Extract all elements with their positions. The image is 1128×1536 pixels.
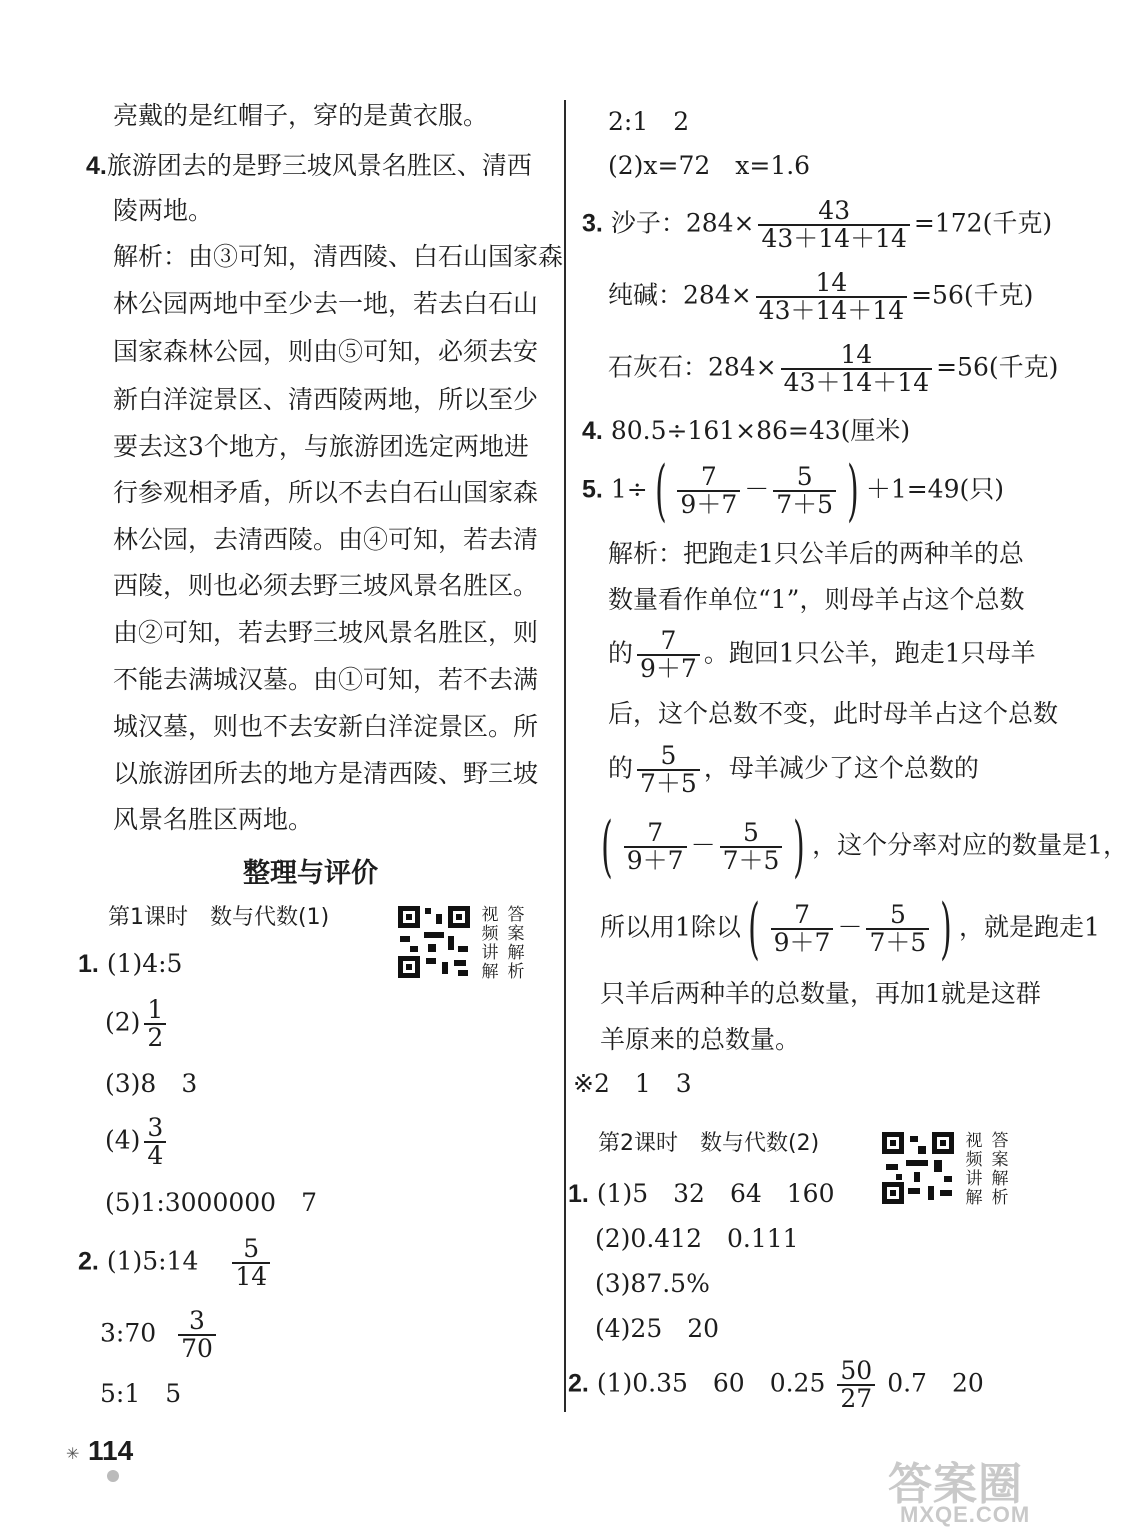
qr-label-answer: 答案解析 — [507, 905, 525, 982]
minus-sign: － — [690, 830, 716, 860]
minus-sign: － — [837, 912, 863, 942]
fraction-numerator: 7 — [647, 818, 664, 847]
fraction-numerator: 5 — [889, 900, 906, 929]
fraction — [144, 1115, 166, 1169]
q3-a-result: =172(千克) — [913, 208, 1053, 238]
s1-part-3: (3)8 3 — [105, 1069, 198, 1098]
qr-label-video: 视频讲解 — [481, 905, 499, 982]
q5-ex3-prefix: 的 — [608, 638, 634, 668]
s1-part-4 — [105, 1115, 170, 1169]
s2-part-2: 3:70 — [100, 1318, 157, 1348]
fraction — [771, 902, 834, 956]
explanation-line: 解析：由③可知，清西陵、白石山国家森 — [113, 242, 564, 271]
q4-answer-a: 旅游团去的是野三坡风景名胜区、清西 — [106, 151, 532, 180]
q3-a-label: 沙子：284× — [610, 208, 755, 238]
q5-explanation-4: 后，这个总数不变，此时母羊占这个总数 — [608, 699, 1059, 728]
q4-line-a — [86, 150, 532, 182]
fraction-denominator: 2 — [147, 1023, 164, 1052]
s2-number: 2. — [78, 1247, 99, 1276]
fraction-denominator: 27 — [840, 1384, 873, 1413]
q3-c-result: =56(千克) — [936, 352, 1059, 382]
explanation-line: 新白洋淀景区、清西陵两地，所以至少 — [113, 385, 539, 414]
t1-part-4: (4)25 20 — [595, 1314, 720, 1343]
fraction-numerator: 7 — [794, 900, 811, 929]
q5-explanation-8: 只羊后两种羊的总数量，再加1就是这群 — [600, 979, 1041, 1008]
q4-right-answer: 80.5÷161×86=43(厘米) — [610, 416, 911, 445]
right-line-1: 2:1 2 — [608, 107, 690, 136]
q5-number: 5. — [582, 475, 603, 504]
q5-explanation-6: ( $\frac{7}{9+7}$ － $\frac{5}{7+5}$ ) ，这个分率对应的数量是1， — [601, 808, 1128, 885]
q5-ex7-prefix: 所以用1除以 — [600, 912, 741, 942]
q5-explanation-1: 解析：把跑走1只公羊后的两种羊的总 — [608, 539, 1024, 568]
watermark-url: MXQE.COM — [900, 1502, 1031, 1527]
s1-part-2 — [105, 997, 170, 1051]
q3-line-c — [608, 342, 1058, 396]
q5-line: 5. 1÷ ( $\frac{7}{9+7}$ － $\frac{5}{7+5}$ ) ＋1=49(只) — [582, 452, 1004, 529]
s1-part-1: (1)4:5 — [106, 949, 183, 978]
fraction-denominator: 43＋14＋14 — [758, 296, 905, 325]
fraction — [624, 820, 687, 874]
explanation-line: 风景名胜区两地。 — [113, 805, 314, 834]
fraction-denominator: 9＋7 — [773, 928, 831, 957]
fraction — [144, 997, 166, 1051]
explanation-line: 以旅游团所去的地方是清西陵、野三坡 — [113, 759, 539, 788]
s1-number: 1. — [78, 950, 99, 978]
fraction-denominator: 4 — [147, 1141, 164, 1170]
explanation-line: 西陵，则也必须去野三坡风景名胜区。 — [113, 571, 539, 600]
fraction-denominator: 43＋14＋14 — [783, 368, 930, 397]
s1-part-4-label: (4) — [105, 1125, 141, 1155]
star-icon: ✳ — [66, 1444, 80, 1463]
page-number: 114 — [88, 1435, 134, 1466]
q5-ex7-text: ，就是跑走1 — [959, 912, 1100, 942]
qr-code-icon[interactable] — [882, 1132, 954, 1204]
fraction — [866, 902, 929, 956]
lesson-title-1: 第1课时 数与代数(1) — [108, 905, 330, 930]
fraction-numerator: 5 — [796, 462, 813, 491]
fraction-numerator: 5 — [660, 741, 677, 770]
fraction — [773, 464, 836, 518]
minus-sign: － — [744, 474, 770, 504]
s2-part-1: (1)5:14 — [106, 1246, 199, 1276]
s2-line-3: 5:1 5 — [100, 1379, 182, 1408]
q5-ex6-text: ，这个分率对应的数量是1， — [812, 830, 1128, 860]
explanation-line: 要去这3个地方，与旅游团选定两地进 — [113, 432, 529, 461]
explanation-line: 国家森林公园，则由⑤可知，必须去安 — [113, 337, 539, 366]
column-divider — [564, 100, 566, 1412]
explanation-line: 城汉墓，则也不去安新白洋淀景区。所 — [113, 712, 539, 741]
t1-part-3: (3)87.5% — [595, 1269, 710, 1298]
t2-number: 2. — [568, 1369, 589, 1398]
q3-b-result: =56(千克) — [911, 280, 1034, 310]
fraction-numerator: 43 — [818, 196, 851, 225]
s2-line-2 — [100, 1308, 220, 1362]
left-line-1: 亮戴的是红帽子，穿的是黄衣服。 — [113, 101, 489, 130]
explanation-line: 由②可知，若去野三坡风景名胜区，则 — [113, 618, 539, 647]
section-title: 整理与评价 — [243, 858, 378, 889]
q4-answer-b: 陵两地。 — [113, 196, 214, 225]
explanation-line: 林公园两地中至少去一地，若去白石山 — [113, 289, 539, 318]
q5-explanation-3 — [608, 628, 1036, 682]
explanation-line: 行参观相矛盾，所以不去白石山国家森 — [113, 478, 539, 507]
fraction — [637, 628, 700, 682]
q5-prefix: 1÷ — [610, 474, 648, 504]
fraction-denominator: 9＋7 — [640, 654, 697, 683]
fraction-denominator: 7＋5 — [869, 928, 927, 957]
star-answer: ※2 1 3 — [573, 1069, 692, 1098]
s1-line-1 — [78, 948, 182, 980]
t1-part-1: (1)5 32 64 160 — [596, 1179, 835, 1208]
q4-number: 4. — [86, 152, 107, 180]
fraction-denominator: 43＋14＋14 — [761, 224, 907, 253]
fraction-denominator: 9＋7 — [626, 846, 684, 875]
explanation-line: 不能去满城汉墓。由①可知，若不去满 — [113, 665, 539, 694]
fraction — [232, 1236, 270, 1290]
q5-ex3-text: 。跑回1只公羊，跑走1只母羊 — [703, 638, 1036, 668]
t2-part-1-tail: 0.7 20 — [887, 1368, 984, 1398]
fraction — [781, 342, 932, 396]
qr-label-answer: 答案解析 — [991, 1131, 1009, 1208]
fraction-denominator: 7＋5 — [640, 769, 697, 798]
q3-line-b — [608, 270, 1033, 324]
fraction-denominator: 14 — [235, 1262, 268, 1291]
q3-number: 3. — [582, 209, 603, 238]
t1-number: 1. — [568, 1180, 589, 1208]
s1-part-5: (5)1:3000000 7 — [105, 1188, 317, 1217]
q5-explanation-5 — [608, 743, 979, 797]
qr-code-icon[interactable] — [398, 906, 470, 978]
t1-part-2: (2)0.412 0.111 — [595, 1224, 799, 1253]
q5-result: ＋1=49(只) — [865, 474, 1004, 504]
fraction — [720, 820, 783, 874]
q3-line-a — [582, 198, 1052, 252]
fraction-numerator: 1 — [147, 995, 164, 1024]
fraction-numerator: 5 — [243, 1234, 260, 1263]
fraction — [756, 270, 907, 324]
lesson-title-2: 第2课时 数与代数(2) — [598, 1131, 820, 1156]
t1-line-1 — [568, 1178, 834, 1210]
q4-right-number: 4. — [582, 417, 603, 445]
fraction-numerator: 3 — [189, 1306, 205, 1335]
q4-right-line — [582, 415, 910, 447]
fraction-numerator: 14 — [840, 340, 873, 369]
q5-explanation-7: 所以用1除以 ( $\frac{7}{9+7}$ － $\frac{5}{7+5}$ ) ，就是跑走1 — [600, 890, 1100, 967]
fraction — [837, 1358, 875, 1412]
fraction-denominator: 9＋7 — [680, 490, 738, 519]
q5-ex5-text: ，母羊减少了这个总数的 — [703, 753, 979, 783]
fraction-numerator: 50 — [840, 1356, 873, 1385]
fraction — [178, 1308, 216, 1362]
t2-part-1: (1)0.35 60 0.25 — [596, 1368, 826, 1398]
fraction-numerator: 7 — [660, 626, 677, 655]
q5-explanation-2: 数量看作单位“1”，则母羊占这个总数 — [608, 585, 1025, 614]
fraction-numerator: 7 — [700, 462, 717, 491]
q5-explanation-9: 羊原来的总数量。 — [600, 1025, 801, 1054]
fraction-denominator: 7＋5 — [722, 846, 780, 875]
fraction-denominator: 70 — [181, 1334, 213, 1363]
q3-c-label: 石灰石：284× — [608, 352, 777, 382]
t2-line-1 — [568, 1358, 984, 1412]
fraction-numerator: 5 — [743, 818, 759, 847]
qr-label-video: 视频讲解 — [965, 1131, 983, 1208]
fraction-denominator: 7＋5 — [776, 490, 834, 519]
fraction — [758, 198, 909, 252]
q5-ex5-prefix: 的 — [608, 753, 634, 783]
fraction-numerator: 14 — [815, 268, 848, 297]
q3-b-label: 纯碱：284× — [608, 280, 752, 310]
watermark-logo: 答案圈 — [888, 1460, 1023, 1509]
s1-part-2-label: (2) — [105, 1007, 141, 1037]
s2-line-1 — [78, 1236, 274, 1290]
dot-icon — [107, 1470, 119, 1482]
right-line-2: (2)x=72 x=1.6 — [608, 151, 811, 180]
fraction — [677, 464, 740, 518]
fraction-numerator: 3 — [147, 1113, 164, 1142]
fraction — [637, 743, 700, 797]
explanation-line: 林公园，去清西陵。由④可知，若去清 — [113, 525, 539, 554]
